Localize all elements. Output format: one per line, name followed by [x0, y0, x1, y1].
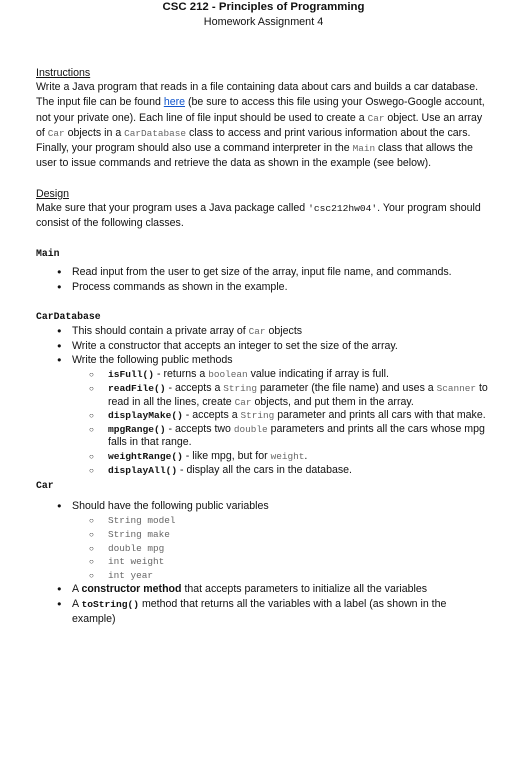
text: parameter and prints all cars with that make. — [274, 409, 486, 422]
main-bullets — [36, 265, 491, 293]
text: - like mpg, but for — [182, 449, 271, 462]
code-package: 'csc212hw04' — [308, 202, 378, 214]
text: - accepts a — [182, 409, 241, 422]
text: - accepts a — [165, 381, 224, 394]
text: method that returns all the variables with a label (as shown in the example) — [72, 597, 447, 625]
list-item — [36, 597, 491, 626]
code-car: Car — [248, 325, 266, 337]
method-name: toString() — [81, 598, 140, 610]
code-type: boolean — [208, 369, 248, 381]
method-item — [36, 464, 491, 478]
car-bullets — [36, 499, 491, 626]
text: - returns a — [154, 368, 209, 381]
method-name: readFile() — [108, 382, 166, 394]
main-class-heading: Main — [36, 248, 60, 260]
design-heading: Design — [36, 187, 69, 200]
text: . Your program should consist of the following classes. — [36, 201, 481, 230]
list-item — [36, 353, 491, 477]
variable-item — [36, 542, 491, 556]
list-item — [36, 582, 491, 596]
text: to read in all the lines, create — [108, 381, 488, 408]
car-class-heading: Car — [36, 480, 54, 492]
method-item — [36, 450, 491, 464]
variable-decl: double mpg — [108, 542, 165, 554]
text: class to access and print various information about the cars. Finally, your program should also use a command interpreter in the — [36, 126, 471, 155]
text: This should contain a private array of — [72, 324, 249, 337]
variables-list — [72, 514, 491, 582]
variable-decl: int weight — [108, 556, 165, 568]
variable-item — [36, 528, 491, 542]
document-title: CSC 212 - Principles of Programming — [162, 1, 365, 13]
method-name: displayMake() — [108, 410, 183, 422]
method-name: mpgRange() — [108, 423, 166, 435]
text: objects, and put them in the array. — [251, 395, 414, 408]
instructions-paragraph — [36, 80, 491, 172]
document-subtitle: Homework Assignment 4 — [203, 16, 324, 28]
instructions-heading: Instructions — [36, 67, 91, 79]
input-file-link[interactable]: here — [163, 96, 186, 109]
code-type: double — [233, 423, 268, 435]
text: . — [304, 449, 308, 462]
text: A — [72, 597, 82, 610]
text: objects — [265, 324, 303, 337]
text: value indicating if array is full. — [247, 368, 389, 381]
list-item — [36, 499, 491, 582]
cardatabase-class-heading: CarDatabase — [36, 310, 101, 322]
method-name: isFull() — [108, 369, 155, 381]
text: object. Use an array of — [36, 111, 483, 139]
code-type: Car — [234, 396, 252, 408]
text: (be sure to access this file using your Oswego-Google account, not your private one). Each line of file input should be used to create a — [36, 96, 485, 124]
text: - accepts two — [165, 422, 234, 435]
text: Make sure that your program uses a Java package called — [36, 201, 309, 214]
text: Write a Java program that reads in a file containing data about cars and builds a car database. The input file can be found — [36, 81, 479, 109]
variable-item — [36, 555, 491, 569]
text: parameters and prints all the cars whose mpg falls in that range. — [108, 422, 485, 449]
code-type: String — [223, 382, 258, 394]
code-main: Main — [352, 143, 376, 155]
document-page — [36, 0, 491, 626]
text: Write the following public methods — [72, 354, 233, 367]
design-paragraph — [36, 201, 491, 232]
method-item — [36, 409, 491, 423]
method-item — [36, 423, 491, 450]
text: that accepts parameters to initialize all the variables — [181, 583, 428, 596]
method-item — [36, 368, 491, 382]
variable-decl: int year — [108, 569, 154, 581]
variable-item — [36, 569, 491, 583]
code-type: weight — [270, 450, 305, 462]
variable-decl: String model — [108, 515, 176, 527]
list-item: ● Read input from the user to get size of the array, input file name, and commands. — [36, 265, 491, 279]
text: parameter (the file name) and uses a — [257, 381, 437, 394]
list-item: ● Process commands as shown in the example. — [36, 280, 491, 294]
text: objects in a — [64, 126, 125, 139]
text: class that allows the user to issue commands and retrieve the data as shown in the example (see below). — [36, 142, 473, 170]
code-type: String — [240, 410, 275, 422]
code-type: Scanner — [436, 382, 477, 394]
variable-item — [36, 514, 491, 528]
code-cardatabase: CarDatabase — [124, 127, 187, 139]
cardatabase-bullets — [36, 324, 491, 477]
text: Should have the following public variables — [72, 500, 269, 513]
code-car: Car — [367, 112, 385, 124]
text: A — [72, 583, 82, 596]
methods-list — [72, 368, 491, 477]
code-car: Car — [47, 127, 65, 139]
list-item — [36, 324, 491, 339]
method-name: displayAll() — [108, 464, 178, 476]
method-item — [36, 382, 491, 409]
method-name: weightRange() — [108, 450, 183, 462]
bold-text: constructor method — [81, 583, 182, 596]
text: - display all the cars in the database. — [177, 463, 352, 476]
variable-decl: String make — [108, 528, 170, 540]
list-item: ● Write a constructor that accepts an integer to set the size of the array. — [36, 339, 491, 353]
